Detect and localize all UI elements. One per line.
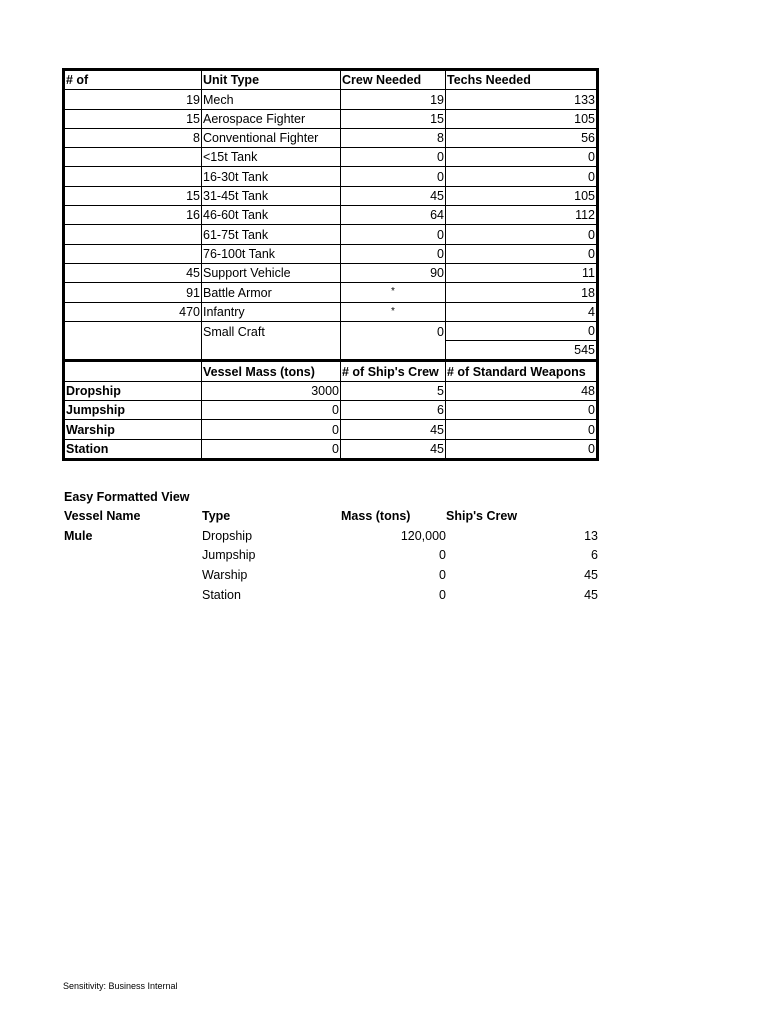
table-row xyxy=(64,302,598,321)
cell-unit-type[interactable]: Mech xyxy=(202,90,341,109)
table-row xyxy=(64,206,598,225)
header-unit-type[interactable]: Unit Type xyxy=(202,70,341,90)
cell-vessel-mass[interactable]: 0 xyxy=(202,439,341,459)
table-row xyxy=(64,263,598,282)
cell-techs[interactable]: 56 xyxy=(446,128,598,147)
cell-empty xyxy=(341,341,446,361)
cell-crew[interactable]: 64 xyxy=(341,206,446,225)
header-vessel-mass[interactable]: Vessel Mass (tons) xyxy=(202,361,341,381)
cell-vessel-name[interactable]: Warship xyxy=(64,420,202,439)
cell-crew[interactable]: 0 xyxy=(341,321,446,340)
cell-ships-crew[interactable]: 6 xyxy=(341,401,446,420)
table-row xyxy=(64,148,598,167)
table-row xyxy=(64,439,598,459)
cell-ships-crew[interactable]: 45 xyxy=(341,439,446,459)
cell-crew[interactable]: 13 xyxy=(584,528,598,543)
cell-crew[interactable]: 19 xyxy=(341,90,446,109)
header-crew-needed[interactable]: Crew Needed xyxy=(341,70,446,90)
table-row xyxy=(64,225,598,244)
table-row xyxy=(64,109,598,128)
cell-crew[interactable]: 45 xyxy=(341,186,446,205)
cell-crew[interactable]: 0 xyxy=(341,244,446,263)
cell-mass[interactable]: 0 xyxy=(439,548,446,563)
cell-techs[interactable]: 4 xyxy=(446,302,598,321)
cell-count[interactable]: 91 xyxy=(64,283,202,302)
cell-crew[interactable]: * xyxy=(341,283,446,302)
cell-mass[interactable]: 0 xyxy=(439,587,446,602)
cell-vessel-mass[interactable]: 3000 xyxy=(202,381,341,400)
table-row xyxy=(64,283,598,302)
header-ships-crew[interactable]: # of Ship's Crew xyxy=(341,361,446,381)
table-row xyxy=(64,244,598,263)
cell-techs[interactable]: 18 xyxy=(446,283,598,302)
cell-unit-type[interactable]: <15t Tank xyxy=(202,148,341,167)
table-row xyxy=(64,381,598,400)
cell-weapons[interactable]: 48 xyxy=(446,381,598,400)
table-row xyxy=(64,321,598,340)
cell-count[interactable] xyxy=(64,225,202,244)
cell-count[interactable] xyxy=(64,321,202,340)
table-row xyxy=(64,167,598,186)
cell-techs[interactable]: 0 xyxy=(446,148,598,167)
cell-techs[interactable]: 105 xyxy=(446,186,598,205)
cell-techs[interactable]: 11 xyxy=(446,263,598,282)
cell-vessel-name[interactable]: Dropship xyxy=(64,381,202,400)
cell-crew[interactable]: 8 xyxy=(341,128,446,147)
easy-view-title[interactable]: Easy Formatted View xyxy=(64,489,190,504)
cell-weapons[interactable]: 0 xyxy=(446,401,598,420)
cell-mass[interactable]: 120,000 xyxy=(400,528,446,543)
header-crew[interactable]: Ship's Crew xyxy=(446,509,518,524)
cell-crew[interactable]: 0 xyxy=(341,148,446,167)
easy-title-row xyxy=(64,487,598,507)
vessel-header-row xyxy=(64,361,598,381)
cell-crew[interactable]: 15 xyxy=(341,109,446,128)
cell-count[interactable]: 470 xyxy=(64,302,202,321)
cell-techs[interactable]: 0 xyxy=(446,167,598,186)
cell-count[interactable]: 8 xyxy=(64,128,202,147)
table-row xyxy=(64,565,598,585)
cell-unit-type[interactable]: Aerospace Fighter xyxy=(202,109,341,128)
cell-type[interactable]: Warship xyxy=(202,567,248,582)
sensitivity-label: Sensitivity: Business Internal xyxy=(63,981,178,991)
cell-crew[interactable]: 6 xyxy=(591,548,598,563)
cell-weapons[interactable]: 0 xyxy=(446,439,598,459)
cell-mass[interactable]: 0 xyxy=(439,567,446,582)
cell-crew[interactable]: 90 xyxy=(341,263,446,282)
cell-techs[interactable]: 112 xyxy=(446,206,598,225)
table-row xyxy=(64,90,598,109)
cell-count[interactable]: 45 xyxy=(64,263,202,282)
cell-empty xyxy=(64,341,202,361)
cell-vessel-name[interactable]: Mule xyxy=(64,528,93,543)
easy-header-row xyxy=(64,507,598,527)
total-row xyxy=(64,341,598,361)
cell-count[interactable] xyxy=(64,148,202,167)
table-row xyxy=(64,401,598,420)
header-count[interactable]: # of xyxy=(64,70,202,90)
cell-crew[interactable]: 0 xyxy=(341,167,446,186)
cell-count[interactable] xyxy=(64,167,202,186)
cell-unit-type[interactable]: Support Vehicle xyxy=(202,263,341,282)
header-vessel-name[interactable]: Vessel Name xyxy=(64,509,141,524)
cell-type[interactable]: Dropship xyxy=(202,528,253,543)
cell-count[interactable]: 15 xyxy=(64,109,202,128)
cell-unit-type[interactable]: 16-30t Tank xyxy=(202,167,341,186)
cell-count[interactable]: 15 xyxy=(64,186,202,205)
cell-crew[interactable]: 45 xyxy=(584,567,598,582)
unit-header-row xyxy=(64,70,598,90)
cell-count[interactable]: 19 xyxy=(64,90,202,109)
header-vessel[interactable] xyxy=(64,361,202,381)
cell-vessel-mass[interactable]: 0 xyxy=(202,420,341,439)
unit-vessel-table xyxy=(62,68,599,461)
cell-ships-crew[interactable]: 5 xyxy=(341,381,446,400)
cell-unit-type[interactable]: Conventional Fighter xyxy=(202,128,341,147)
cell-type[interactable]: Station xyxy=(202,587,241,602)
table-row xyxy=(64,420,598,439)
cell-unit-type[interactable]: 46-60t Tank xyxy=(202,206,341,225)
cell-ships-crew[interactable]: 45 xyxy=(341,420,446,439)
header-mass[interactable]: Mass (tons) xyxy=(341,509,411,524)
table-row xyxy=(64,186,598,205)
cell-techs[interactable]: 0 xyxy=(446,244,598,263)
cell-count[interactable] xyxy=(64,244,202,263)
cell-type[interactable]: Jumpship xyxy=(202,548,256,563)
cell-crew[interactable]: * xyxy=(341,302,446,321)
techs-total[interactable]: 545 xyxy=(446,341,598,361)
header-standard-weapons[interactable]: # of Standard Weapons xyxy=(446,361,598,381)
cell-crew[interactable]: 45 xyxy=(584,587,598,602)
cell-vessel-name[interactable]: Station xyxy=(64,439,202,459)
cell-techs[interactable]: 0 xyxy=(446,321,598,340)
cell-count[interactable]: 16 xyxy=(64,206,202,225)
table-row xyxy=(64,128,598,147)
header-techs-needed[interactable]: Techs Needed xyxy=(446,70,598,90)
cell-unit-type[interactable]: Small Craft xyxy=(202,321,341,340)
cell-weapons[interactable]: 0 xyxy=(446,420,598,439)
cell-empty xyxy=(202,341,341,361)
cell-vessel-mass[interactable]: 0 xyxy=(202,401,341,420)
table-row xyxy=(64,546,598,566)
header-type[interactable]: Type xyxy=(202,509,231,524)
table-row xyxy=(64,526,598,546)
cell-unit-type[interactable]: 76-100t Tank xyxy=(202,244,341,263)
cell-unit-type[interactable]: 31-45t Tank xyxy=(202,186,341,205)
cell-techs[interactable]: 0 xyxy=(446,225,598,244)
cell-techs[interactable]: 105 xyxy=(446,109,598,128)
cell-techs[interactable]: 133 xyxy=(446,90,598,109)
easy-formatted-view xyxy=(64,487,598,605)
table-row xyxy=(64,585,598,605)
cell-unit-type[interactable]: 61-75t Tank xyxy=(202,225,341,244)
cell-vessel-name[interactable]: Jumpship xyxy=(64,401,202,420)
cell-unit-type[interactable]: Battle Armor xyxy=(202,283,341,302)
cell-unit-type[interactable]: Infantry xyxy=(202,302,341,321)
cell-crew[interactable]: 0 xyxy=(341,225,446,244)
